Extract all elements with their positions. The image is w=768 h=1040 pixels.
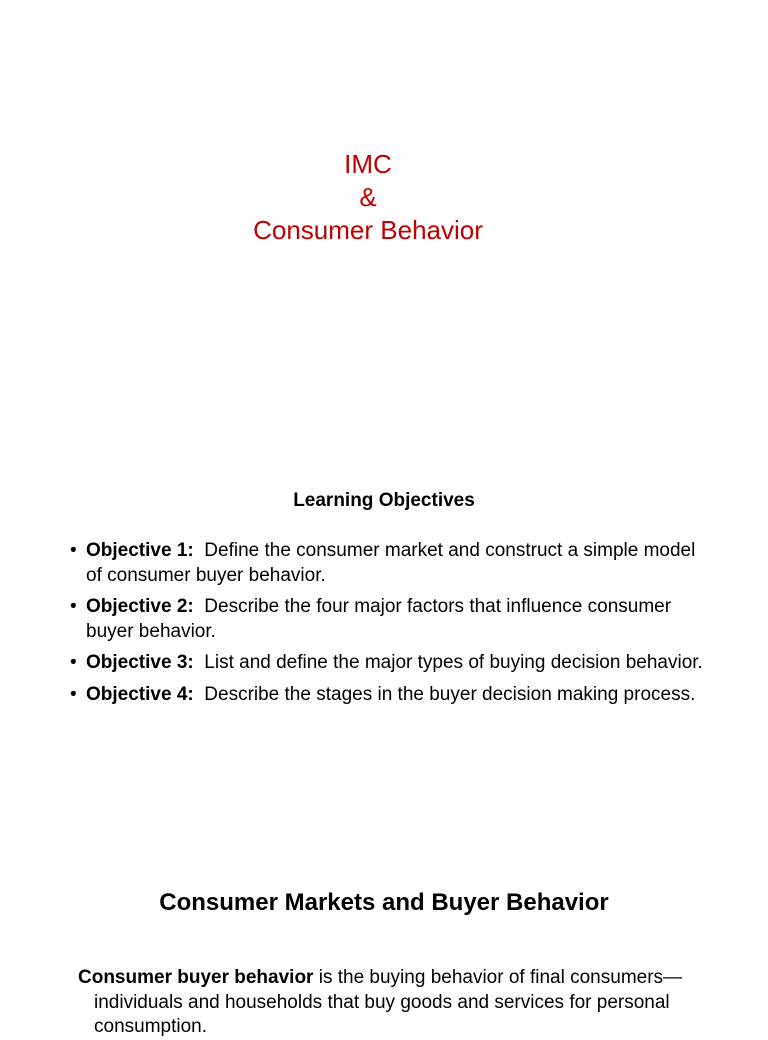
objective-label: Objective 2: [86, 596, 194, 617]
bullet-icon: • [70, 596, 77, 617]
objective-label: Objective 1: [86, 540, 194, 561]
title-line-imc: IMC [344, 149, 392, 179]
objective-text: Describe the stages in the buyer decision making process. [204, 683, 696, 705]
consumer-buyer-behavior-definition [78, 966, 694, 1040]
bullet-icon: • [70, 652, 77, 673]
objective-item [70, 595, 710, 644]
title-line-consumer-behavior: Consumer Behavior [253, 215, 483, 245]
title-line-ampersand: & [359, 182, 377, 212]
objective-text: Define the consumer market and construct a simple model of consumer buyer behavior. [86, 540, 696, 586]
learning-objectives-heading: Learning Objectives [293, 490, 475, 511]
bullet-icon: • [70, 683, 77, 705]
objective-item [70, 539, 710, 588]
objective-item [70, 651, 710, 676]
objective-item [70, 683, 710, 708]
objective-text: List and define the major types of buying decision behavior. [204, 652, 703, 673]
definition-term: Consumer buyer behavior [78, 967, 314, 988]
consumer-markets-heading: Consumer Markets and Buyer Behavior [159, 889, 609, 916]
slide-title [0, 148, 736, 247]
definition-text: is the buying behavior of final consumers—individuals and households that buy goods and services for personal consumption. [94, 967, 683, 1037]
objective-label: Objective 4: [86, 683, 194, 705]
objective-label: Objective 3: [86, 652, 194, 673]
bullet-icon: • [70, 540, 77, 561]
objectives-list [70, 539, 710, 714]
objective-text: Describe the four major factors that influence consumer buyer behavior. [86, 596, 672, 642]
